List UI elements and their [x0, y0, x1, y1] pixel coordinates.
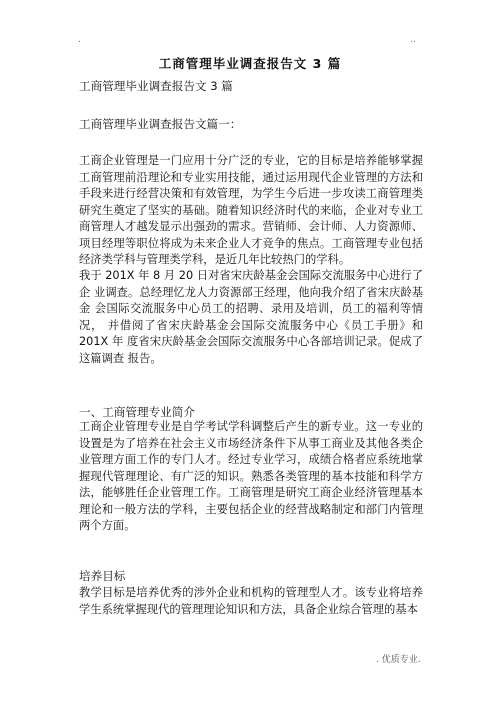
paragraph-2-text: 我于 201X 年 8 月 20 日对省宋庆龄基金会国际交流服务中心进行了企 业调查。总经理忆龙人力资源部王经理，他向我介绍了省宋庆龄基金 会国际交流服务中心员工的招聘、录用及培训，员工的福利等情况， 并借阅了省宋庆龄基金会国际交流服务中心《员工手册》和 201X 年 度省宋庆龄基金会国际交流服务中心各部培训记录。促成了这篇调查 报告。: [79, 269, 423, 365]
paragraph-1-text: 工商企业管理是一门应用十分广泛的专业，它的目标是培养能够掌握工商管理前沿理论和专业实用技能，通过运用现代企业管理的方法和手段来进行经营决策和有效管理，为学生今后进一步攻读工商管理类研究生奠定了坚实的基础。随着知识经济时代的来临，企业对专业工商管理人才越发显示出强劲的需求。营销师、会计师、人力资源师、项目经理等职位将成为未来企业人才竞争的焦点。工商管理专业包括经济类学科与管理类学科，是近几年比较热门的学科。: [79, 154, 423, 266]
header-dot-right: ..: [410, 35, 416, 45]
part-heading: 工商管理毕业调查报告文篇一：: [79, 117, 242, 131]
footer-watermark: . 优质专业.: [376, 655, 421, 665]
section-1-heading: 一、工商管理专业简介: [79, 405, 195, 419]
section-2-heading: 培养目标: [79, 569, 126, 583]
header-dot-left: .: [78, 35, 81, 45]
body-paragraph-1: [79, 153, 423, 269]
body-paragraph-2: [79, 268, 423, 367]
document-title: 工商管理毕业调查报告文 3 篇: [158, 56, 342, 71]
document-subtitle: 工商管理毕业调查报告文 3 篇: [79, 79, 233, 93]
section-1-text: 工商企业管理专业是自学考试学科调整后产生的新专业。这一专业的设置是为了培养在社会主义市场经济条件下从事工商业及其他各类企业管理方面工作的专门人才。经过专业学习，成绩合格者应系统地掌握现代管理理论、有广泛的知识。熟悉各类管理的基本技能和科学方法，能够胜任企业管理工作。工商管理是研究工商企业经济管理基本理论和一般方法的学科，主要包括企业的经营战略制定和部门内管理两个方面。: [79, 420, 423, 532]
section-2-text: 教学目标是培养优秀的涉外企业和机构的管理型人才。该专业将培养学生系统掌握现代的管理理论知识和方法，具备企业综合管理的基本: [79, 586, 423, 616]
section-1-body: [79, 419, 423, 535]
section-2-body: [79, 585, 423, 618]
